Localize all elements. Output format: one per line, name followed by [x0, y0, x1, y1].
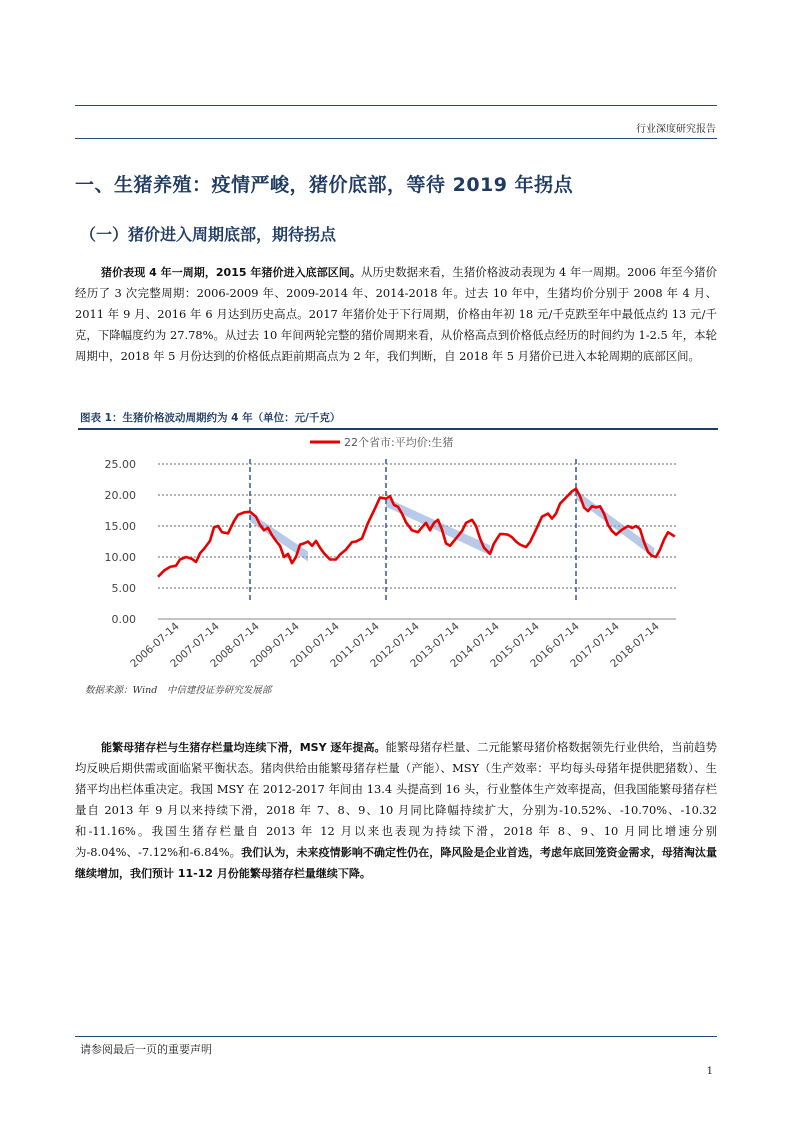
- x-tick-label: 2006-07-14: [128, 620, 182, 671]
- price-chart: [78, 432, 688, 677]
- paragraph-2-text: 能繁母猪存栏量、二元能繁母猪价格数据领先行业供给，当前趋势均反映后期供需或面临紧平衡状态。猪肉供给由能繁母猪存栏量（产能）、MSY（生产效率：平均每头母猪年提供肥猪数）、生猪平均出栏体重决定。我国 MSY 在 2012-2017 年间由 13.4 头提高到 16 头，行业整体生产效率提高，但我国能繁母猪存栏量自 2013 年 9 月以来持续下滑，2018 年 7、8、9、10 月同比降幅持续扩大，分别为-10.52%、-10.70%、-10.32 和-11.16%。我国生猪存栏量自 2013 年 12 月以来也表现为持续下滑，2018 年 8、9、10 月同比增速分别为-8.04%、-7.12%和-6.84%。: [75, 740, 717, 859]
- figure-source: 数据来源：Wind 中信建投证券研究发展部: [85, 685, 272, 696]
- x-tick-label: 2018-07-14: [608, 620, 662, 671]
- figure-title-rule: [78, 428, 718, 430]
- footer-rule: [75, 1036, 717, 1037]
- y-tick-label: 20.00: [104, 489, 136, 502]
- x-tick-label: 2013-07-14: [408, 620, 462, 671]
- paragraph-1: [75, 262, 717, 367]
- y-tick-label: 5.00: [111, 582, 136, 595]
- footer-note: 请参阅最后一页的重要声明: [80, 1043, 212, 1056]
- page-number: 1: [706, 1066, 713, 1077]
- header-rule: [75, 105, 717, 106]
- figure-title: 图表 1：生猪价格波动周期约为 4 年（单位：元/千克）: [80, 412, 341, 424]
- paragraph-2-conclusion: 我们认为，未来疫情影响不确定性仍在，降风险是企业首选，考虑年底回笼资金需求，母猪淘汰量继续增加，我们预计 11-12 月份能繁母猪存栏量继续下降。: [75, 846, 717, 880]
- paragraph-1-text: 从历史数据来看，生猪价格波动表现为 4 年一周期。2006 年至今猪价经历了 3 次完整周期：2006-2009 年、2009-2014 年、2014-2018 年。过去 10 年中，生猪均价分别于 2008 年 4 月、2011 年 9 月、2016 年 6 月达到历史高点。2017 年猪价处于下行周期，价格由年初 18 元/千克跌至年中最低点约 13 元/千克，下降幅度约为 27.78%。从过去 10 年间两轮完整的猪价周期来看，从价格高点到价格低点经历的时间约为 1-2.5 年，本轮周期中，2018 年 5 月份达到的价格低点距前期高点为 2 年，我们判断，自 2018 年 5 月猪价已进入本轮周期的底部区间。: [75, 265, 717, 363]
- x-tick-label: 2012-07-14: [368, 620, 422, 671]
- x-tick-label: 2007-07-14: [168, 620, 222, 671]
- paragraph-2: [75, 737, 717, 884]
- y-tick-label: 25.00: [104, 458, 136, 471]
- x-tick-label: 2016-07-14: [528, 620, 582, 671]
- x-tick-label: 2011-07-14: [328, 620, 382, 671]
- legend-label: 22个省市:平均价:生猪: [344, 436, 454, 449]
- header-label: 行业深度研究报告: [636, 124, 716, 135]
- trend-band: [576, 490, 654, 557]
- price-series-line: [158, 489, 675, 577]
- paragraph-2-lead: 能繁母猪存栏与生猪存栏量均连续下滑，MSY 逐年提高。: [101, 741, 386, 754]
- x-tick-label: 2015-07-14: [488, 620, 542, 671]
- header-rule-bottom: [75, 138, 717, 139]
- x-tick-label: 2014-07-14: [448, 620, 502, 671]
- x-tick-label: 2010-07-14: [288, 620, 342, 671]
- paragraph-1-lead: 猪价表现 4 年一周期，2015 年猪价进入底部区间。: [101, 266, 361, 279]
- x-tick-label: 2009-07-14: [248, 620, 302, 671]
- y-tick-label: 15.00: [104, 520, 136, 533]
- y-tick-label: 0.00: [111, 613, 136, 626]
- x-tick-label: 2017-07-14: [568, 620, 622, 671]
- x-tick-label: 2008-07-14: [208, 620, 262, 671]
- subsection-heading: （一）猪价进入周期底部，期待拐点: [80, 225, 337, 244]
- section-heading: 一、生猪养殖：疫情严峻，猪价底部，等待 2019 年拐点: [75, 174, 574, 196]
- y-tick-label: 10.00: [104, 551, 136, 564]
- trend-band: [386, 498, 490, 556]
